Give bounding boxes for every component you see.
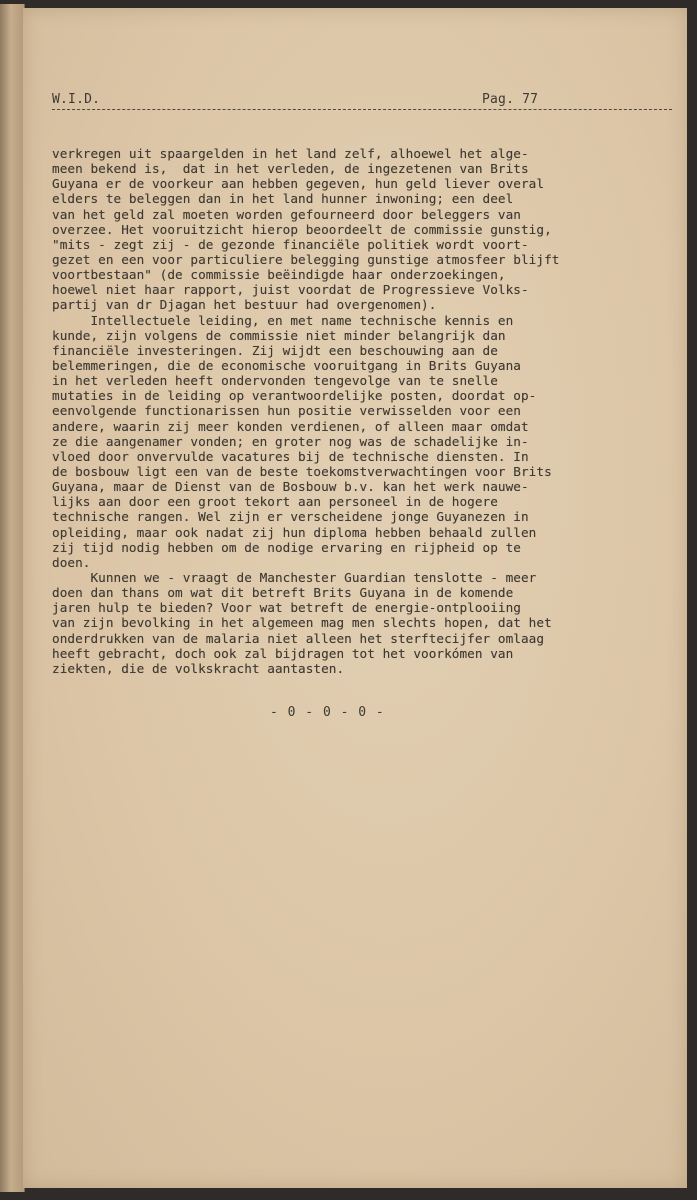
text-line: van het geld zal moeten worden gefourneerd door beleggers van xyxy=(52,206,521,222)
text-line: verkregen uit spaargelden in het land zelf, alhoewel het alge- xyxy=(52,146,529,161)
text-line: Guyana, maar de Dienst van de Bosbouw b.v. kan het werk nauwe- xyxy=(52,479,529,495)
text-line: overzee. Het vooruitzicht hierop beoordeelt de commissie gunstig, xyxy=(52,221,552,237)
text-line: gezet en een voor particuliere belegging gunstige atmosfeer blijft xyxy=(52,251,560,267)
text-line: jaren hulp te bieden? Voor wat betreft de energie-ontplooiing xyxy=(52,600,521,616)
text-line: doen. xyxy=(52,554,91,570)
header-page-number: Pag. 77 xyxy=(482,92,539,107)
text-line: Intellectuele leiding, en met name technische kennis en xyxy=(52,312,514,328)
text-line: financiële investeringen. Zij wijdt een beschouwing aan de xyxy=(52,342,498,358)
text-line: zij tijd nodig hebben om de nodige ervaring en rijpheid op te xyxy=(52,539,521,555)
text-line: voortbestaan" (de commissie beëindigde haar onderzoekingen, xyxy=(52,267,506,283)
text-line: doen dan thans om wat dit betreft Brits Guyana in de komende xyxy=(52,585,514,601)
text-line: van zijn bevolking in het algemeen mag men slechts hopen, dat het xyxy=(52,615,552,631)
text-line: partij van dr Djagan het bestuur had overgenomen). xyxy=(52,297,437,313)
text-line: mutaties in de leiding op verantwoordelijke posten, doordat op- xyxy=(52,388,537,404)
text-line: in het verleden heeft ondervonden tengevolge van te snelle xyxy=(52,373,498,389)
text-line: de bosbouw ligt een van de beste toekomstverwachtingen voor Brits xyxy=(52,463,552,479)
text-line: Kunnen we - vraagt de Manchester Guardian tenslotte - meer xyxy=(52,569,537,585)
text-line: onderdrukken van de malaria niet alleen het sterftecijfer omlaag xyxy=(52,630,545,646)
text-line: vloed door onvervulde vacatures bij de technische diensten. In xyxy=(52,448,529,464)
text-line: kunde, zijn volgens de commissie niet minder belangrijk dan xyxy=(52,327,506,343)
previous-page-edge xyxy=(0,4,25,1192)
end-mark: - 0 - 0 - 0 - xyxy=(270,705,385,720)
header-publication: W.I.D. xyxy=(52,92,101,107)
text-line: technische rangen. Wel zijn er verscheidene jonge Guyanezen in xyxy=(52,509,529,525)
text-line: Guyana er de voorkeur aan hebben gegeven, hun geld liever overal xyxy=(52,176,545,192)
body-text xyxy=(52,146,657,676)
header-rule xyxy=(52,109,672,110)
text-line: "mits - zegt zij - de gezonde financiële politiek wordt voort- xyxy=(52,236,529,252)
text-line: opleiding, maar ook nadat zij hun diploma hebben behaald zullen xyxy=(52,524,537,540)
text-line: meen bekend is, dat in het verleden, de ingezetenen van Brits xyxy=(52,161,529,177)
text-line: belemmeringen, die de economische vooruitgang in Brits Guyana xyxy=(52,357,521,373)
text-line: heeft gebracht, doch ook zal bijdragen tot het voorkómen van xyxy=(52,645,514,661)
text-line: ziekten, die de volkskracht aantasten. xyxy=(52,660,345,676)
text-line: hoewel niet haar rapport, juist voordat de Progressieve Volks- xyxy=(52,282,529,298)
text-line: elders te beleggen dan in het land hunner inwoning; een deel xyxy=(52,191,514,207)
text-line: ze die aangenamer vonden; en groter nog was de schadelijke in- xyxy=(52,433,529,449)
text-line: andere, waarin zij meer konden verdienen, of alleen maar omdat xyxy=(52,418,529,434)
text-line: eenvolgende functionarissen hun positie verwisselden voor een xyxy=(52,403,521,419)
text-line: lijks aan door een groot tekort aan personeel in de hogere xyxy=(52,494,498,510)
